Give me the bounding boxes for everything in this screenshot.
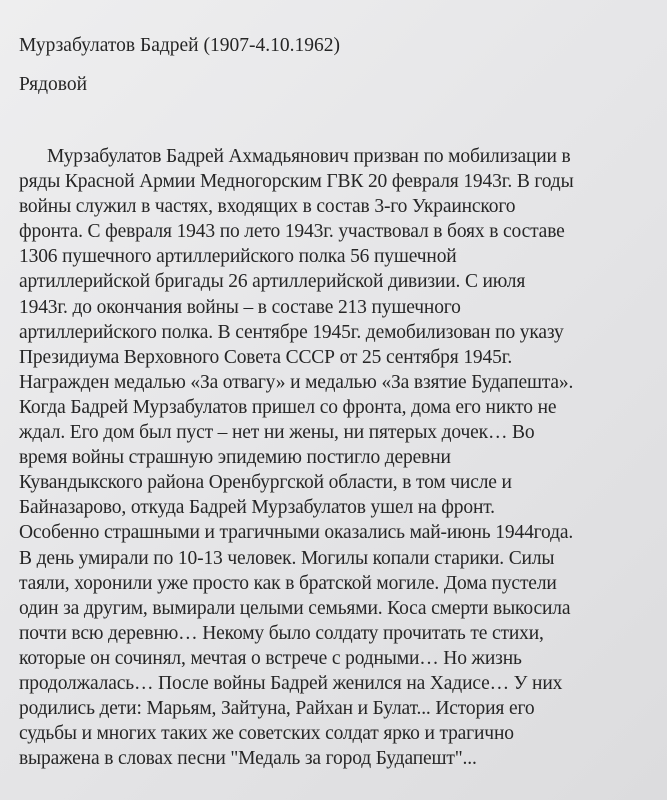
text-line: которые он сочинял, мечтая о встрече с родными… Но жизнь [19,647,522,669]
text-line: Президиума Верховного Совета СССР от 25 сентября 1945г. [19,346,513,368]
text-line: родились дети: Марьям, Зайтуна, Райхан и Булат... История его [19,698,535,720]
text-line: Когда Бадрей Мурзабулатов пришел со фронта, дома его никто не [19,396,557,418]
text-line: фронта. С февраля 1943 по лето 1943г. участвовал в боях в составе [19,221,565,243]
document-heading: Мурзабулатов Бадрей (1907-4.10.1962) [19,35,340,56]
text-line: Особенно страшными и трагичными оказались май-июнь 1944года. [19,522,574,544]
text-line: Награжден медалью «За отвагу» и медалью «За взятие Будапешта». [19,371,574,393]
text-line: В день умирали по 10-13 человек. Могилы копали старики. Силы [19,547,555,569]
biography-text [19,144,659,771]
text-line: время войны страшную эпидемию постигло деревни [19,447,451,469]
text-line: судьбы и многих таких же советских солдат ярко и трагично [19,723,514,745]
text-line: таяли, хоронили уже просто как в братской могиле. Дома пустели [19,572,557,594]
military-rank: Рядовой [19,74,88,95]
text-line: один за другим, вымирали целыми семьями. Коса смерти выкосила [19,597,571,619]
text-line: почти всю деревню… Некому было солдату прочитать те стихи, [19,622,544,644]
text-line: выражена в словах песни "Медаль за город Будапешт"... [19,748,477,770]
text-line: Байназарово, откуда Бадрей Мурзабулатов ушел на фронт. [19,497,495,519]
text-line: войны служил в частях, входящих в состав 3-го Украинского [19,196,516,218]
text-line: 1306 пушечного артиллерийского полка 56 пушечной [19,246,457,268]
text-line: продолжалась… После войны Бадрей женился на Хадисе… У них [19,672,563,694]
text-line: Мурзабулатов Бадрей Ахмадьянович призван по мобилизации в [47,146,571,167]
text-line: 1943г. до окончания войны – в составе 213 пушечного [19,296,461,318]
text-line: Кувандыкского района Оренбургской области, в том числе и [19,472,512,494]
text-line: артиллерийского полка. В сентябре 1945г. демобилизован по указу [19,321,564,343]
text-line: артиллерийской бригады 26 артиллерийской дивизии. С июля [19,271,526,293]
text-line: ждал. Его дом был пуст – нет ни жены, ни пятерых дочек… Во [19,422,535,444]
text-line: ряды Красной Армии Медногорским ГВК 20 февраля 1943г. В годы [19,171,574,193]
